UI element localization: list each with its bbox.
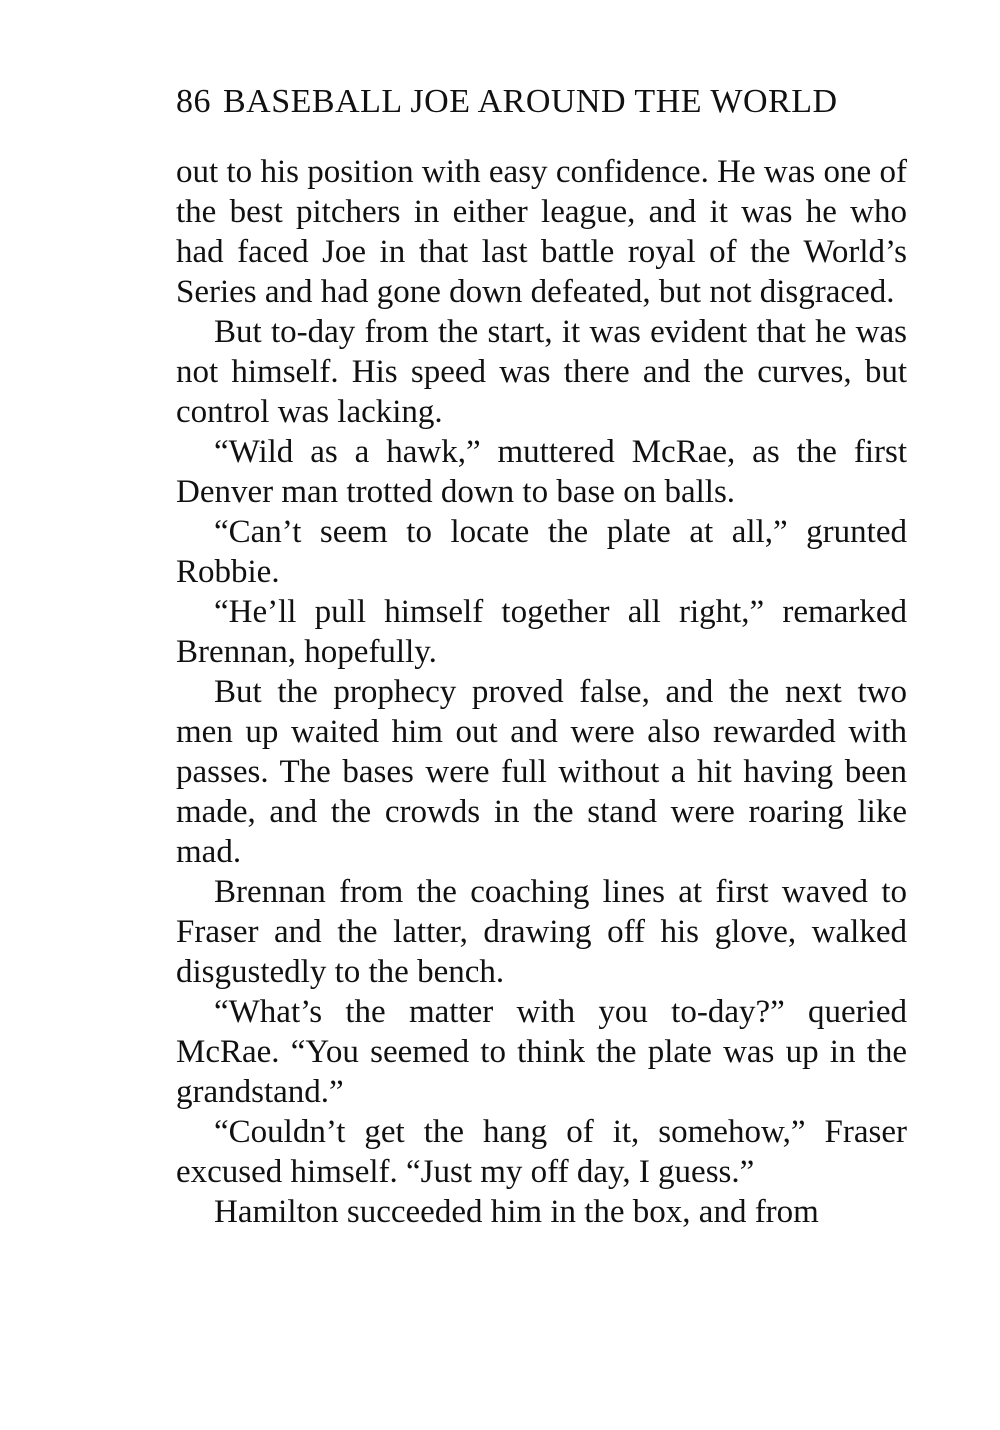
running-header: [176, 82, 907, 122]
paragraph: “Wild as a hawk,” muttered McRae, as the first Denver man trotted down to base on balls.: [176, 434, 907, 510]
paragraph: “What’s the matter with you to-day?” queried McRae. “You seemed to think the plate was up in the grandstand.”: [176, 994, 907, 1110]
paragraph: But to-day from the start, it was evident that he was not himself. His speed was there and the curves, but control was lacking.: [176, 314, 907, 430]
running-title: BASEBALL JOE AROUND THE WORLD: [223, 83, 838, 120]
paragraph: But the prophecy proved false, and the next two men up waited him out and were also rewarded with passes. The bases were full without a hit having been made, and the crowds in the stand were roaring like mad.: [176, 674, 907, 870]
paragraph: “Can’t seem to locate the plate at all,” grunted Robbie.: [176, 514, 907, 590]
paragraph: Hamilton succeeded him in the box, and from: [214, 1194, 819, 1230]
paragraph: “Couldn’t get the hang of it, somehow,” Fraser excused himself. “Just my off day, I guess.”: [176, 1114, 907, 1190]
paragraph: Brennan from the coaching lines at first waved to Fraser and the latter, drawing off his glove, walked disgustedly to the bench.: [176, 874, 907, 990]
paragraph: “He’ll pull himself together all right,” remarked Brennan, hopefully.: [176, 594, 907, 670]
body-text: [176, 152, 907, 1232]
book-page: [176, 82, 907, 1232]
page-number: 86: [176, 83, 211, 120]
paragraph: out to his position with easy confidence. He was one of the best pitchers in either league, and it was he who had faced Joe in that last battle royal of the World’s Series and had gone down defeated, but not disgraced.: [176, 154, 907, 310]
